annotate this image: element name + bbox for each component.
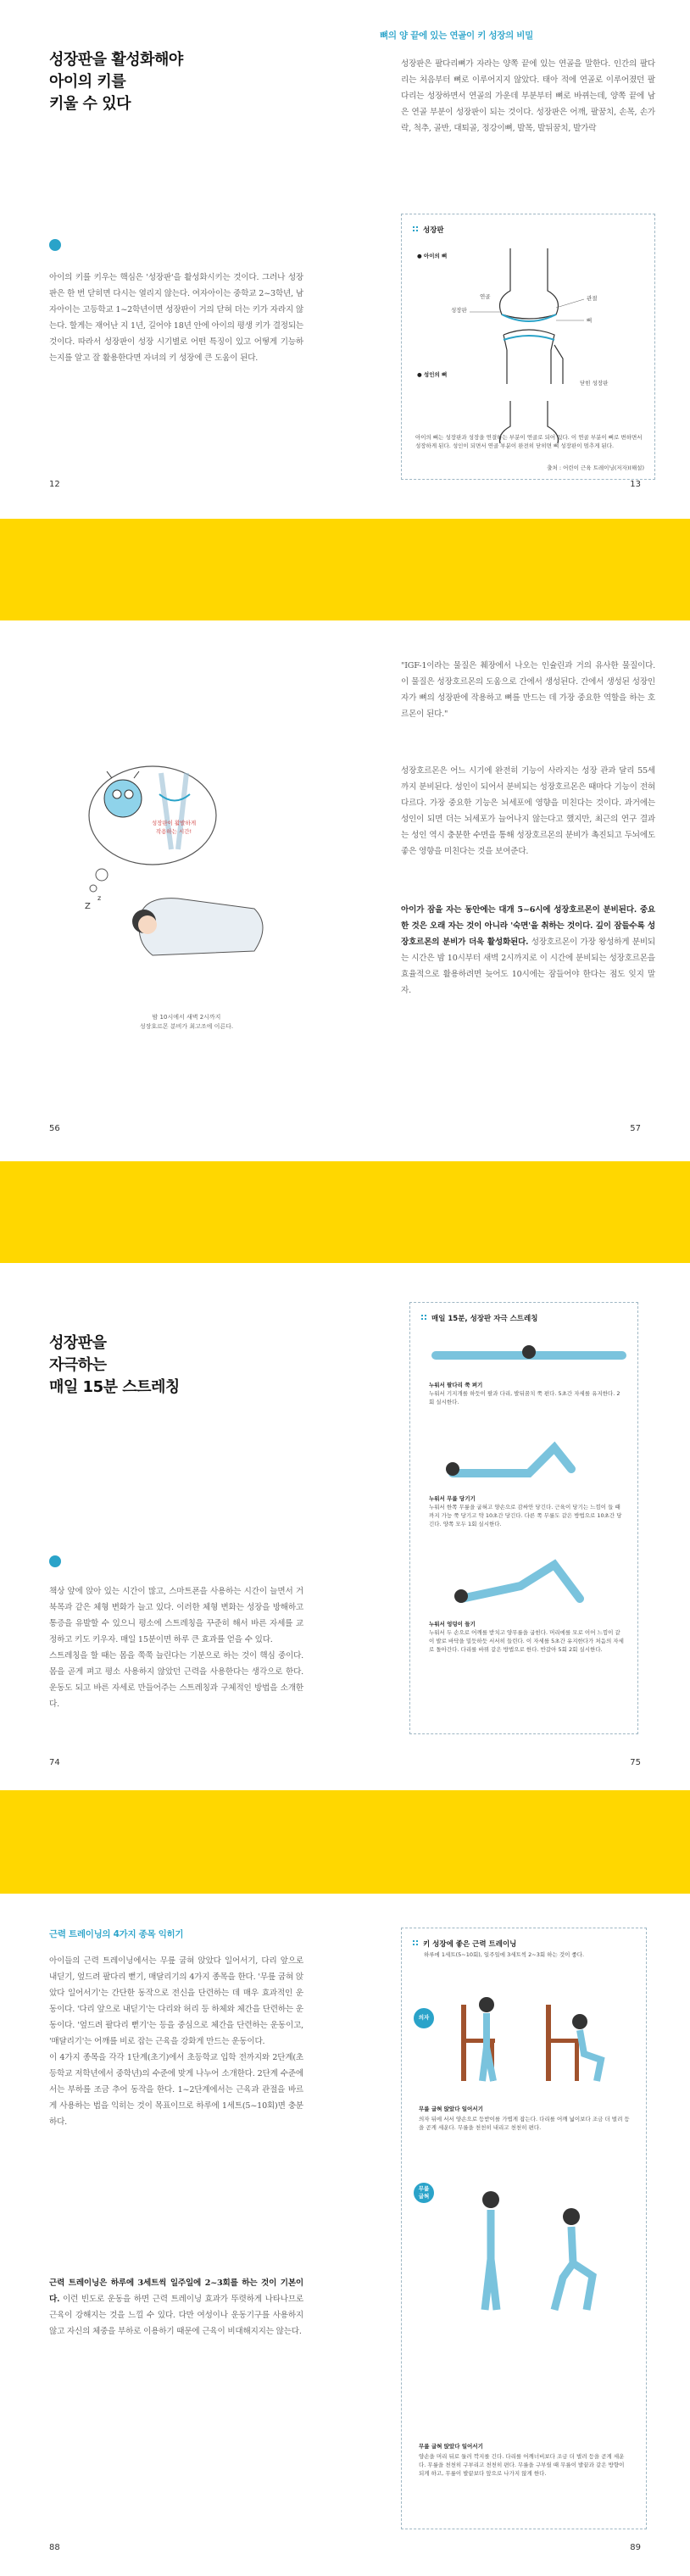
knee-bone-illustration [402,240,656,443]
section-heading: 뼈의 양 끝에 있는 연골이 키 성장의 비밀 [380,31,533,41]
stretch-3-title: 누워서 엉덩이 들기 [429,1621,476,1627]
exercise-2-title: 무릎 굽혀 앉았다 일어서기 [419,2443,483,2450]
box-title: 매일 15분, 성장판 자극 스트레칭 [420,1313,537,1323]
page-57 [345,620,690,1161]
stretch-2-title: 누워서 무릎 당기기 [429,1495,476,1502]
page-75 [345,1263,690,1790]
box-caption: 아이의 뼈는 성장판과 성장을 연결하는 부분이 연골로 되어 있다. 이 연골 부분이 뼈로 변하면서 성장하게 된다. 성인이 되면서 연골 부분이 완전히 닫히면 뼈 성장판이 멈추게 된다. [415,434,643,449]
growth-plate-label: 성장판 [451,307,467,314]
box-title: 성장판 [412,225,444,235]
illustration-caption: 밤 10시에서 새벽 2시까지 성장호르몬 분비가 최고조에 이른다. [139,1014,234,1030]
stretch-1-title: 누워서 팔다리 쭉 펴기 [429,1382,483,1388]
box-title: 키 성장에 좋은 근력 트레이닝 [412,1939,516,1949]
spread-3 [0,1263,690,1790]
spread-4 [0,1894,690,2576]
page-88 [0,1894,345,2576]
page-number: 74 [49,1758,60,1767]
stretch-2-illustration [427,1435,631,1486]
bold-sentence: 아이가 잠을 자는 동안에는 대개 5~6시에 성장호르몬이 분비된다. 중요한 것은 오래 자는 것이 아니라 '숙면'을 취하는 것이다. 깊이 잠들수록 성장호르몬의 분비가 더욱 활성화된다. [401,905,655,947]
joint-label: 관절 [587,295,598,302]
cartilage-label: 연골 [480,293,491,300]
chair-squat-illustration [444,1988,631,2089]
stretch-1-desc: 누워서 기지개를 하듯이 팔과 다리, 발뒤꿈치 쭉 편다. 5초간 자세를 유지한다. 2회 실시한다. [429,1390,620,1405]
rest-sentence: 이런 빈도로 운동을 하면 근력 트레이닝 효과가 뚜렷하게 나타나므로 근육이 강해지는 것을 느낄 수 있다. 다만 여성이나 운동기구를 사용하지 않고 자신의 체중을 부하로 이용하기 때문에 근육이 비대해지지는 않는다. [49,2295,303,2336]
exercise-2-desc: 양손을 머리 뒤로 둘러 깍지를 긴다. 다리를 어깨너비보다 조금 더 벌려 등을 곧게 세운다. 무릎을 천천히 구부리고 천천히 편다. 무릎을 구부릴 때 무릎이 발끝과 같은 방향이 되게 하고, 무릎이 발끝보다 앞으로 나가지 않게 한다. [419,2453,625,2477]
page-13 [345,0,690,519]
body-text: 아이의 키를 키우는 핵심은 '성장판'을 활성화시키는 것이다. 그러나 성장판은 한 번 닫히면 다시는 열리지 않는다. 여자아이는 중학교 2~3학년, 남자아이는 고등학교 1~2학년이면 성장판이 거의 닫혀 더는 키가 자라지 않는다. 할게는 재어난 지 1년, 길어야 18년 안에 아이의 평생 키가 결정되는 것이다. 따라서 성장판이 성장 시기별로 어떤 특징이 있고 어떻게 기능하는지를 알고 잘 활용한다면 자녀의 키 성장에 큰 도움이 된다. [49,273,303,363]
page-89 [345,1894,690,2576]
bullet-dot-icon [49,1555,61,1567]
yellow-separator [0,519,690,620]
bone-diagram-box [401,214,655,480]
bullet-dot-icon [49,239,61,251]
stretch-2-desc: 누워서 한쪽 무릎을 굽혀고 양손으로 감싸안 당긴다. 근육이 당기는 느낌이 들 때까지 가능 쭉 당기고 약 10초간 당긴다. 다른 쪽 무릎도 같은 방법으로 10초간 당긴다. 양쪽 모두 1회 실시한다. [429,1504,622,1527]
stretch-3-illustration [427,1552,631,1611]
squat-illustration [444,2183,631,2318]
bone-label: 뼈 [587,317,593,324]
body-text: 성장판은 팔다리뼈가 자라는 양쪽 끝에 있는 연골을 말한다. 인간의 팔다리는 처음부터 뼈로 이루어지지 않았다. 태아 적에 연골로 이루어졌던 팔다리는 성장하면서 연골의 가운데 부분부터 뼈로 바뀌는데, 양쪽 끝에 남은 연골 부분이 성장판이 되는 것이다. 성장판은 어깨, 팔꿈치, 손목, 손가락, 척추, 골반, 대퇴골, 정강이뼈, 발목, 발뒤꿈치, 발가락 [401,59,655,133]
adult-bone-label: ● 성인의 뼈 [417,371,448,378]
page-74 [0,1263,345,1790]
rest-sentence: 성장호르몬이 가장 왕성하게 분비되는 시간은 밤 10시부터 새벽 2시까지로 이 시간에 분비되는 성장호르몬을 효율적으로 활용하려면 늦어도 10시에는 잠들어야 한다는 점도 잊지 말자. [401,937,655,995]
body-paragraph-bold [401,902,655,999]
page-number: 75 [630,1758,641,1767]
bold-sentence: 근력 트레이닝은 하루에 3세트씩 일주일에 2~3회를 하는 것이 기본이다. [49,2278,303,2304]
section-heading: 근력 트레이닝의 4가지 종목 익히기 [49,1929,184,1939]
yellow-separator [0,1790,690,1894]
exercise-1-title: 무릎 굽혀 앉았다 일어서기 [419,2106,483,2112]
page-number: 13 [630,480,641,489]
page-number: 56 [49,1124,60,1133]
stretch-3-desc: 누워서 두 손으로 어깨를 받치고 양무릎을 굽힌다. 머리에를 모로 이어 느낌이 같이 발로 바닥을 밀듯하듯 서서히 들린다. 이 자세를 5초간 유지한다가 처음의 자세로 돌아간다. 다리를 바꿔 같은 방법으로 한다. 반갈아 5회 2회 실시한다. [429,1629,624,1653]
chapter-title: 성장판을 자극하는 매일 15분 스트레칭 [49,1334,180,1396]
chapter-title: 성장판을 활성화해야 아이의 키를 키울 수 있다 [49,51,183,113]
badge-knee: 무릎 굽혀 [414,2183,434,2203]
svg-text:z: z [97,894,102,902]
body-text: 아이들의 근력 트레이닝에서는 무릎 굽혀 앉았다 일어서기, 다리 앞으로 내딛기, 엎드려 팔다리 뻗기, 매달리기의 4가지 종목을 한다. '무릎 굽혀 앉았다 일어서기'는 간단한 동작으로 전신을 단련하는 데 매우 효과적인 운동이다. '다리 앞으로 내딛기'는 다리와 허리 등 하체와 체간을 단련하는 운동이다. '엎드려 팔다리 뻗기'는 등을 중심으로 체간을 단련하는 운동이고, '매달리기'는 어깨를 비로 잡는 근육을 강화게 만드는 운동이다. 이 4가지 종목을 각각 1단계(초기)에서 초등학교 입학 전까지와 2단계(초등학교 저학년에서 중학년)의 수준에 맞게 나누어 소개한다. 2단계 수준에서는 부하를 조금 추어 동작을 한다. 1~2단계에서는 근육과 관절을 바르게 사용하는 법을 익히는 것이 목표이므로 하루에 1세트(5~10회)면 충분하다. [49,1956,303,2127]
quote-paragraph: "IGF-1이라는 물질은 췌장에서 나오는 인슐린과 거의 유사한 물질이다. 이 물질은 성장호르몬의 도움으로 간에서 생성된다. 간에서 생성된 성장인자가 뼈의 성장판에 작용하고 뼈를 만드는 데 가장 중요한 역할을 하는 호르몬이 된다." [401,661,655,719]
page-56 [0,620,345,1161]
body-paragraph: 성장호르몬은 어느 시기에 완전히 기능이 사라지는 성장 관과 달리 55세까지 분비된다. 성인이 되어서 분비되는 성장호르몬은 때마다 기능이 전혀 다르다. 가장 중요한 기능은 뇌세포에 영향을 미친다는 것이다. 과거에는 성인이 되면 더는 뇌세포가 늘어나지 않는다고 했지만, 최근의 연구 결과는 성인 역시 충분한 수면을 통해 성장호르몬의 분비가 촉진되고 두뇌에도 좋은 영향을 미친다는 것을 보여준다. [401,766,655,856]
page-number: 88 [49,2543,60,2552]
body-text-tail [49,2275,303,2340]
page-12 [0,0,345,519]
spread-1 [0,0,690,519]
exercise-1-desc: 의자 뒤에 서서 양손으로 등받이를 가볍게 잡는다. 다리를 어깨 넓이보다 조금 더 벌려 등을 곧게 세운다. 무릎을 천천히 내리고 천천히 편다. [419,2116,630,2131]
bubble-text: 성장판이 활발하게 작용하는 시간! [151,820,197,835]
badge-chair: 의자 [414,2008,434,2028]
box-subtitle: 하루에 1세트(5~10회), 일주일에 3세트씩 2~3회 하는 것이 좋다. [424,1951,585,1958]
box-source: 출처 : 어린이 근육 트레이닝(저자)(해설) [547,465,644,471]
child-bone-label: ● 아이의 뼈 [417,253,448,259]
body-text: 책상 앞에 앉아 있는 시간이 많고, 스마트폰을 사용하는 시간이 늘면서 거북목과 같은 체형 변화가 늘고 있다. 이러한 체형 변화는 성장을 방해하고 통증을 유발할 수 있으니 평소에 스트레칭을 꾸준히 해서 바른 자세를 교정하고 키도 키우자. 매일 15분이면 하루 큰 효과를 얻을 수 있다. 스트레칭을 할 때는 몸을 쭉쭉 늘린다는 기분으로 하는 것이 핵심 중이다. 몸을 곧게 펴고 평소 사용하지 않았던 근력을 사용한다는 생각으로 한다. 운동도 되고 바른 자세로 만들어주는 스트레칭과 구체적인 방법을 소개한다. [49,1587,303,1709]
page-number: 12 [49,480,60,489]
page-number: 57 [630,1124,641,1133]
page-number: 89 [630,2543,641,2552]
spread-2 [0,620,690,1161]
stretching-box [409,1302,638,1734]
yellow-separator [0,1161,690,1263]
stretch-1-illustration [427,1338,631,1372]
sleeping-child-illustration [59,748,280,985]
strength-box [401,1928,647,2529]
svg-text:Z: Z [85,902,91,911]
closed-plate-label: 닫힌 성장판 [580,380,609,387]
